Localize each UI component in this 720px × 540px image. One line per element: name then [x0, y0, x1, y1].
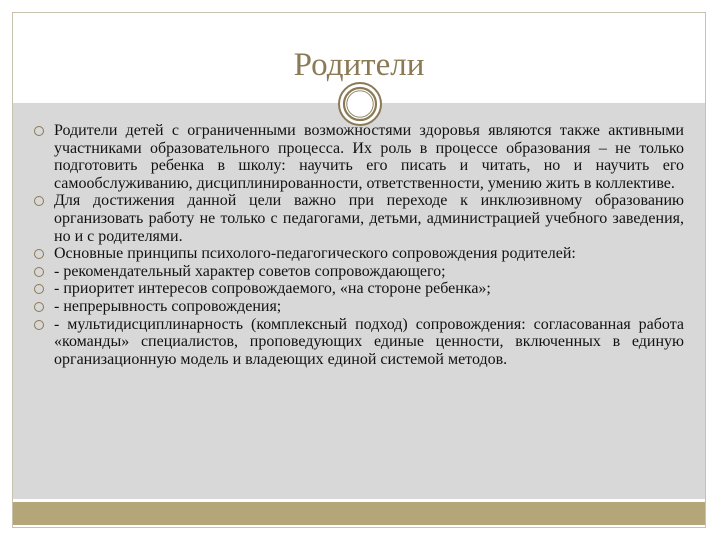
bullet-icon — [34, 249, 44, 259]
bullet-icon — [34, 284, 44, 294]
bullet-icon — [34, 196, 44, 206]
bullet-icon — [34, 302, 44, 312]
bullet-text: Основные принципы психолого-педагогического сопровождения родителей: — [54, 245, 576, 263]
bullet-icon — [34, 126, 44, 136]
list-item — [34, 316, 684, 369]
footer-bar — [13, 502, 705, 525]
list-item — [34, 280, 684, 298]
list-item — [34, 263, 684, 281]
bullet-icon — [34, 267, 44, 277]
bullet-text: Для достижения данной цели важно при переходе к инклюзивному образованию организовать работу не только с педагогами, детьми, администрацией учебного заведения, но и с родителями. — [54, 192, 684, 245]
bullet-icon — [34, 320, 44, 330]
bullet-text: - мультидисциплинарность (комплексный подход) сопровождения: согласованная работа «команды» специалистов, проповедующих единые ценности, включенных в единую организационную модель и владеющих единой системой методов. — [54, 315, 684, 368]
circle-ring-ornament-icon — [337, 81, 383, 127]
bullet-text: - непрерывность сопровождения; — [54, 297, 282, 315]
list-item — [34, 192, 684, 245]
bullet-text: Родители детей с ограниченными возможностями здоровья являются также активными участниками образовательного процесса. Их роль в процессе образования – не только подготовить ребенка в школу: научить его писать и читать, но и научить его самообслуживанию, дисциплинированности, ответственности, умению жить в коллективе. — [54, 122, 684, 192]
bullet-text: - рекомендательный характер советов сопровождающего; — [54, 262, 446, 280]
bullet-list — [34, 122, 684, 368]
list-item — [34, 245, 684, 263]
list-item — [34, 298, 684, 316]
bullet-text: - приоритет интересов сопровождаемого, «на стороне ребенка»; — [54, 280, 491, 298]
slide-title: Родители — [293, 47, 425, 83]
list-item — [34, 122, 684, 192]
